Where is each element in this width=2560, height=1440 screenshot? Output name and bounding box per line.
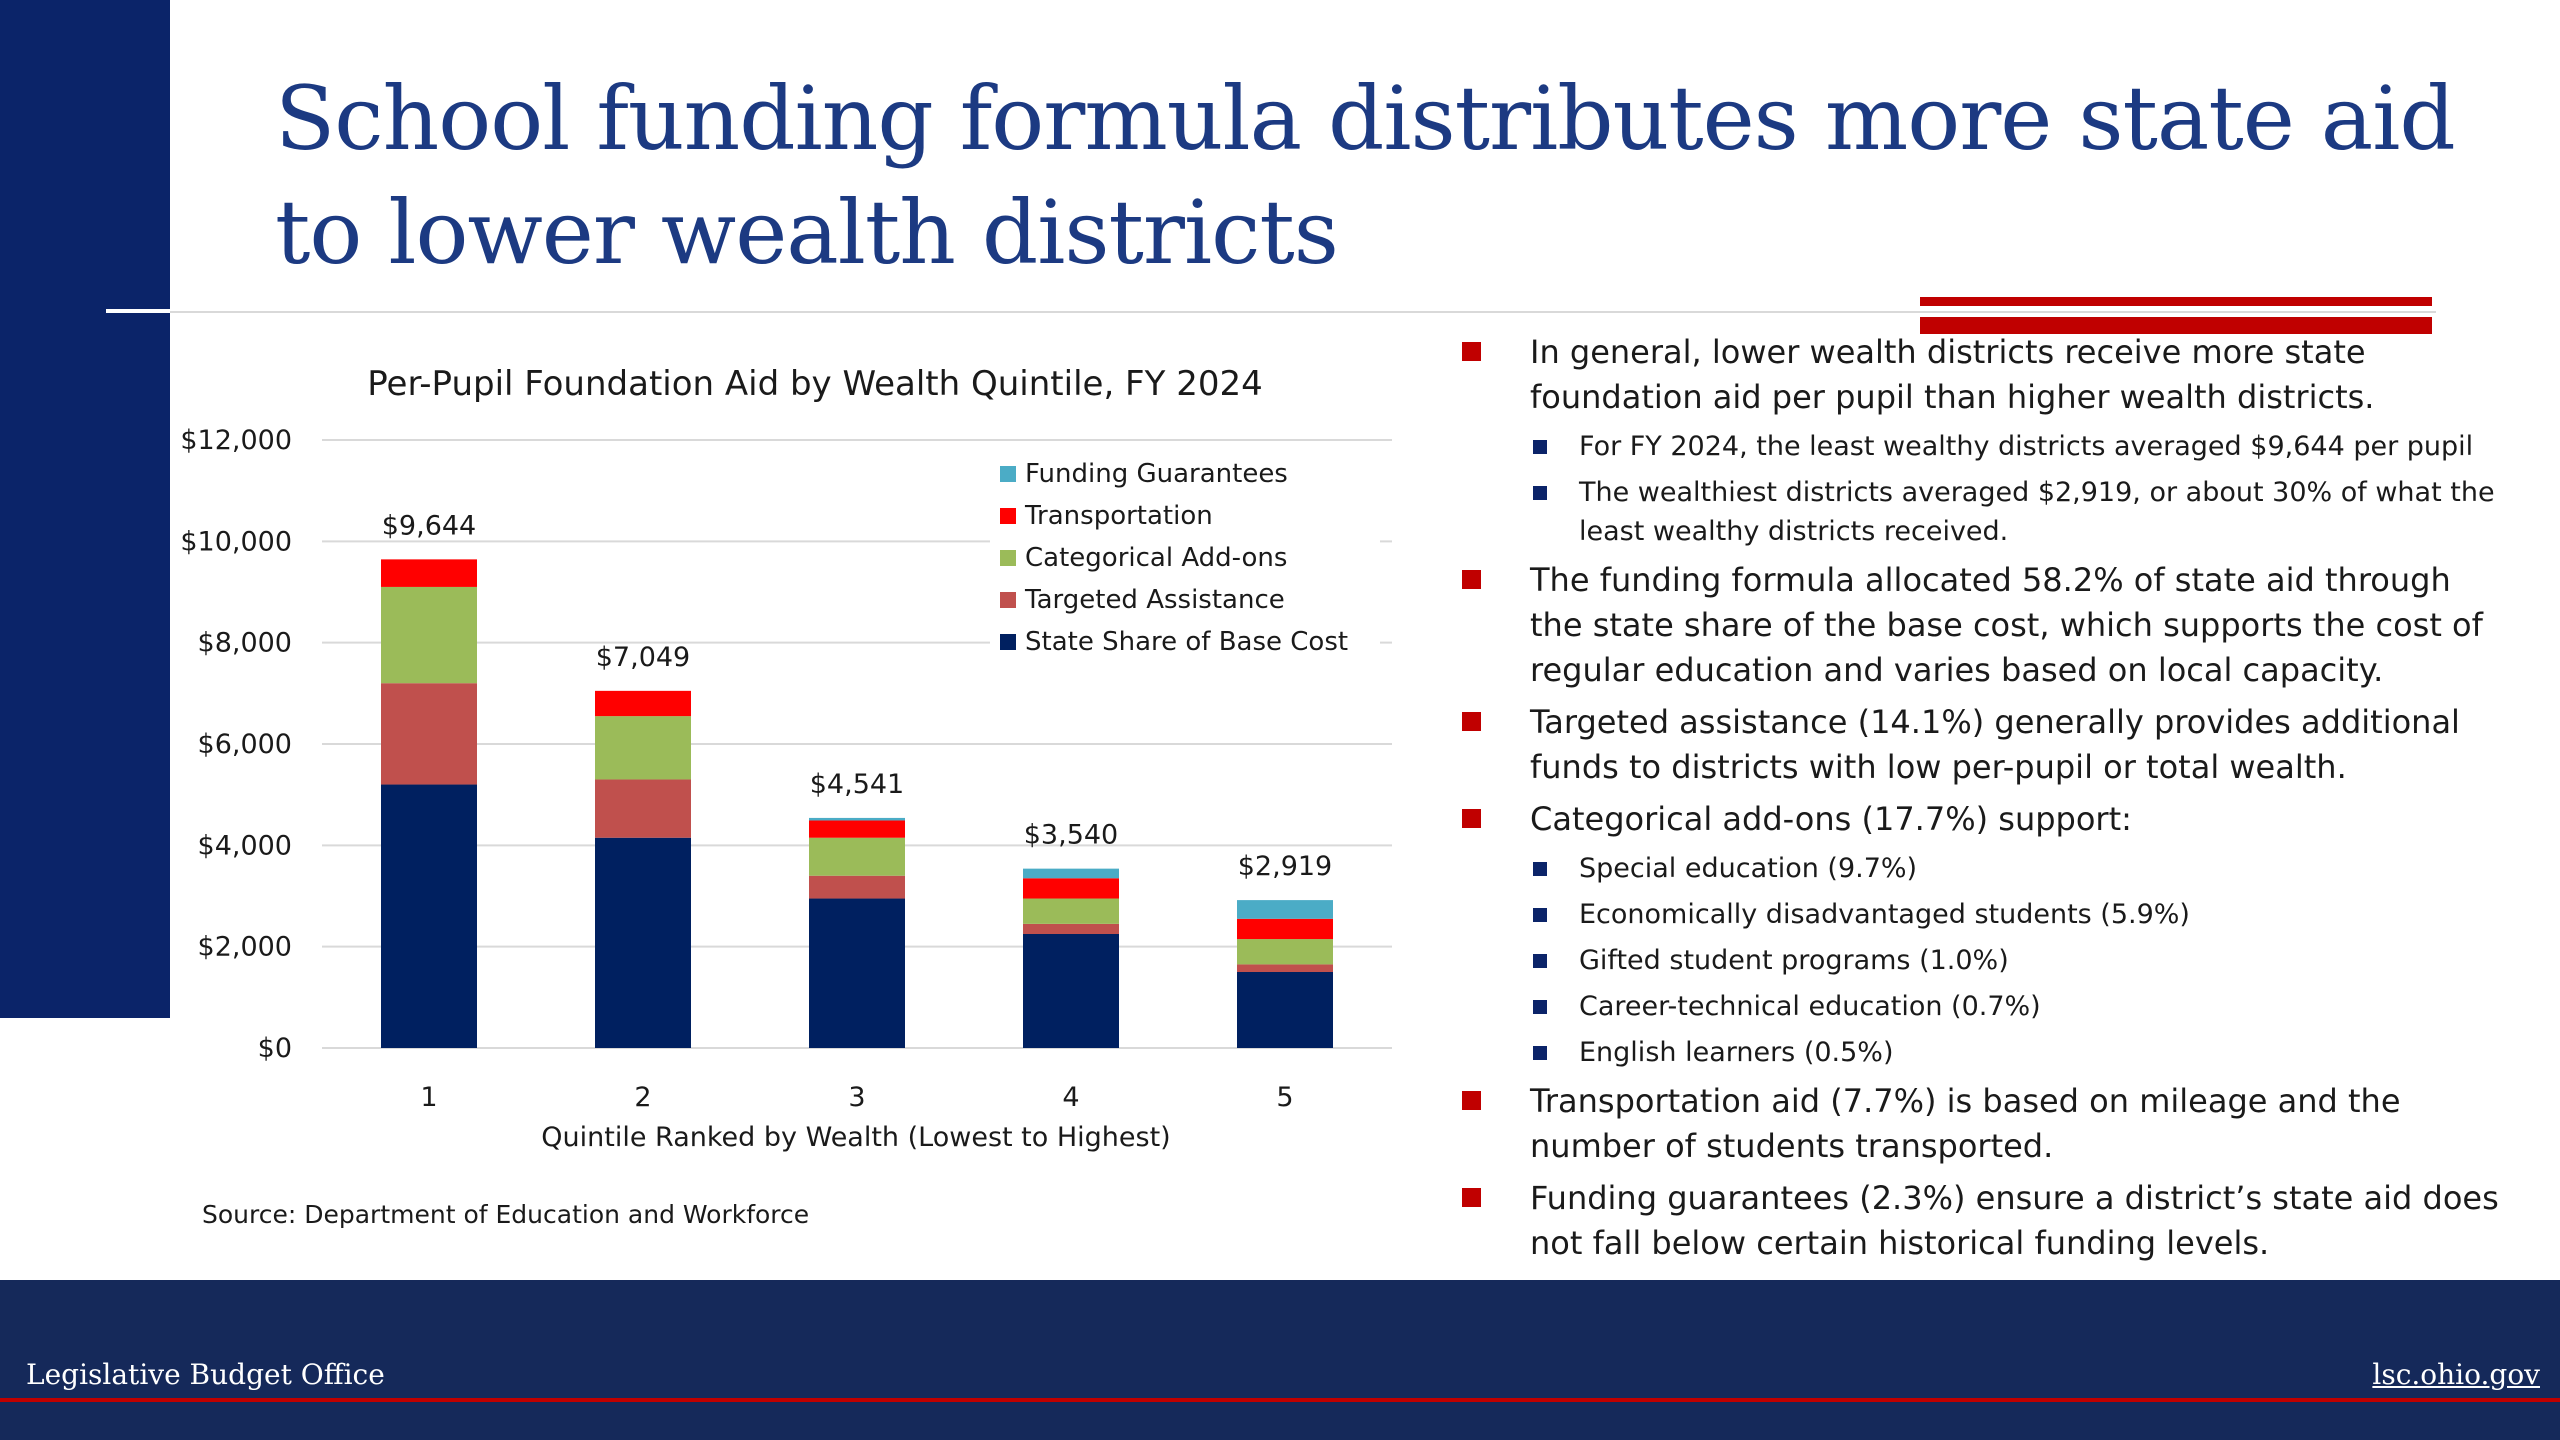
sub-bullet-item [1460,427,2500,466]
bullet-item [1460,1079,2500,1169]
x-tick-label: 5 [1276,1082,1294,1113]
bar-segment-targeted-assistance [809,876,905,899]
bar-segment-transportation [809,820,905,837]
bar-segment-transportation [1023,878,1119,898]
sub-bullet-item [1460,849,2500,888]
bar-segment-funding-guarantees [1023,869,1119,879]
bullet-item [1460,700,2500,790]
bar-segment-categorical-add-ons [1237,939,1333,964]
x-tick-label: 3 [848,1082,866,1113]
x-axis [420,1082,1293,1113]
red-square-bullet-icon [1462,712,1481,731]
bar-segment-funding-guarantees [1237,900,1333,919]
legend-swatch [1000,508,1016,524]
bar-segment-state-share-of-base-cost [1237,972,1333,1048]
foundation-aid-chart [170,340,1420,1170]
bar-segment-transportation [1237,919,1333,939]
left-accent-bar [0,0,170,1018]
footer-red-line [0,1398,2560,1402]
red-square-bullet-icon [1462,1091,1481,1110]
bar-segment-transportation [595,691,691,716]
sub-bullet-item [1460,987,2500,1026]
red-square-bullet-icon [1462,570,1481,589]
bar-total-label: $7,049 [595,641,691,673]
source-note: Source: Department of Education and Workforce [202,1200,810,1229]
title-divider-gap [106,309,170,313]
x-tick-label: 1 [420,1082,438,1113]
navy-square-bullet-icon [1533,954,1547,968]
navy-square-bullet-icon [1533,440,1547,454]
bar-total-label: $9,644 [381,510,477,542]
y-tick-label: $0 [257,1033,292,1064]
y-tick-label: $6,000 [197,729,292,760]
legend-label: Targeted Assistance [1025,585,1285,615]
bullet-item [1460,558,2500,693]
bullet-text: Funding guarantees (2.3%) ensure a district’s state aid does not fall below certain historical funding levels. [1530,1179,2499,1262]
navy-square-bullet-icon [1533,908,1547,922]
bar-segment-state-share-of-base-cost [1023,934,1119,1048]
bar-segment-categorical-add-ons [381,587,477,683]
red-square-bullet-icon [1462,342,1481,361]
bullet-text: Targeted assistance (14.1%) generally provides additional funds to districts with low per-pupil or total wealth. [1530,703,2460,786]
navy-square-bullet-icon [1533,1000,1547,1014]
bullet-text: Categorical add-ons (17.7%) support: [1530,800,2132,838]
x-tick-label: 2 [634,1082,652,1113]
sub-bullet-text: English learners (0.5%) [1579,1037,1894,1068]
legend-label: State Share of Base Cost [1025,627,1349,657]
slide-title: School funding formula distributes more state aid to lower wealth districts [275,67,2455,284]
sub-bullet-item [1460,941,2500,980]
navy-square-bullet-icon [1533,486,1547,500]
bar-segment-transportation [381,559,477,587]
bullet-text: The funding formula allocated 58.2% of state aid through the state share of the base cost, which supports the cost of regular education and varies based on local capacity. [1530,561,2483,689]
chart-title: Per-Pupil Foundation Aid by Wealth Quintile, FY 2024 [367,364,1263,404]
bar-segment-targeted-assistance [381,683,477,784]
bar-segment-categorical-add-ons [809,838,905,876]
bar-segment-state-share-of-base-cost [595,838,691,1048]
sub-bullet-item [1460,1033,2500,1072]
bar-total-label: $3,540 [1023,819,1119,851]
bar-segment-categorical-add-ons [595,716,691,779]
red-square-bullet-icon [1462,809,1481,828]
legend-swatch [1000,466,1016,482]
legend-swatch [1000,592,1016,608]
footer-office-name: Legislative Budget Office [26,1358,385,1391]
bar-total-label: $4,541 [809,768,905,800]
red-square-bullet-icon [1462,1188,1481,1207]
chart-legend [990,454,1380,674]
sub-bullet-text: For FY 2024, the least wealthy districts averaged $9,644 per pupil [1579,431,2474,462]
y-tick-label: $8,000 [197,627,292,659]
legend-label: Transportation [1025,501,1213,531]
sub-bullet-item [1460,895,2500,934]
navy-square-bullet-icon [1533,862,1547,876]
sub-bullet-text: Gifted student programs (1.0%) [1579,945,2009,976]
y-tick-label: $10,000 [180,526,292,558]
legend-label: Categorical Add-ons [1025,543,1288,573]
sub-bullet-item [1460,473,2500,551]
bar-segment-state-share-of-base-cost [809,899,905,1048]
navy-square-bullet-icon [1533,1046,1547,1060]
bar-segment-targeted-assistance [1023,924,1119,934]
x-tick-label: 4 [1062,1082,1080,1113]
bar-segment-funding-guarantees [809,818,905,821]
bullet-item [1460,330,2500,420]
title-divider [106,311,2436,313]
red-accent-stripe-top [1920,297,2432,306]
sub-bullet-text: The wealthiest districts averaged $2,919, or about 30% of what the least wealthy districts received. [1579,477,2495,547]
bullet-item [1460,797,2500,842]
bullet-item [1460,1176,2500,1266]
sub-bullet-text: Economically disadvantaged students (5.9%) [1579,899,2190,930]
bullet-list [1460,330,2500,1273]
footer-website-link[interactable]: lsc.ohio.gov [2372,1358,2540,1391]
y-tick-label: $12,000 [180,425,292,456]
bar-segment-targeted-assistance [595,779,691,837]
bar-total-label: $2,919 [1237,851,1333,883]
legend-swatch [1000,550,1016,566]
sub-bullet-text: Special education (9.7%) [1579,853,1918,884]
legend-swatch [1000,634,1016,650]
bar-segment-targeted-assistance [1237,964,1333,972]
y-axis [180,425,292,1064]
x-axis-title: Quintile Ranked by Wealth (Lowest to Highest) [541,1122,1171,1153]
bullet-text: Transportation aid (7.7%) is based on mileage and the number of students transported. [1530,1082,2401,1165]
sub-bullet-text: Career-technical education (0.7%) [1579,991,2041,1022]
y-tick-label: $2,000 [197,931,292,963]
legend-label: Funding Guarantees [1025,459,1288,489]
y-tick-label: $4,000 [197,830,292,862]
bar-segment-categorical-add-ons [1023,899,1119,924]
bar-segment-state-share-of-base-cost [381,785,477,1048]
bullet-text: In general, lower wealth districts receive more state foundation aid per pupil than higher wealth districts. [1530,333,2375,416]
